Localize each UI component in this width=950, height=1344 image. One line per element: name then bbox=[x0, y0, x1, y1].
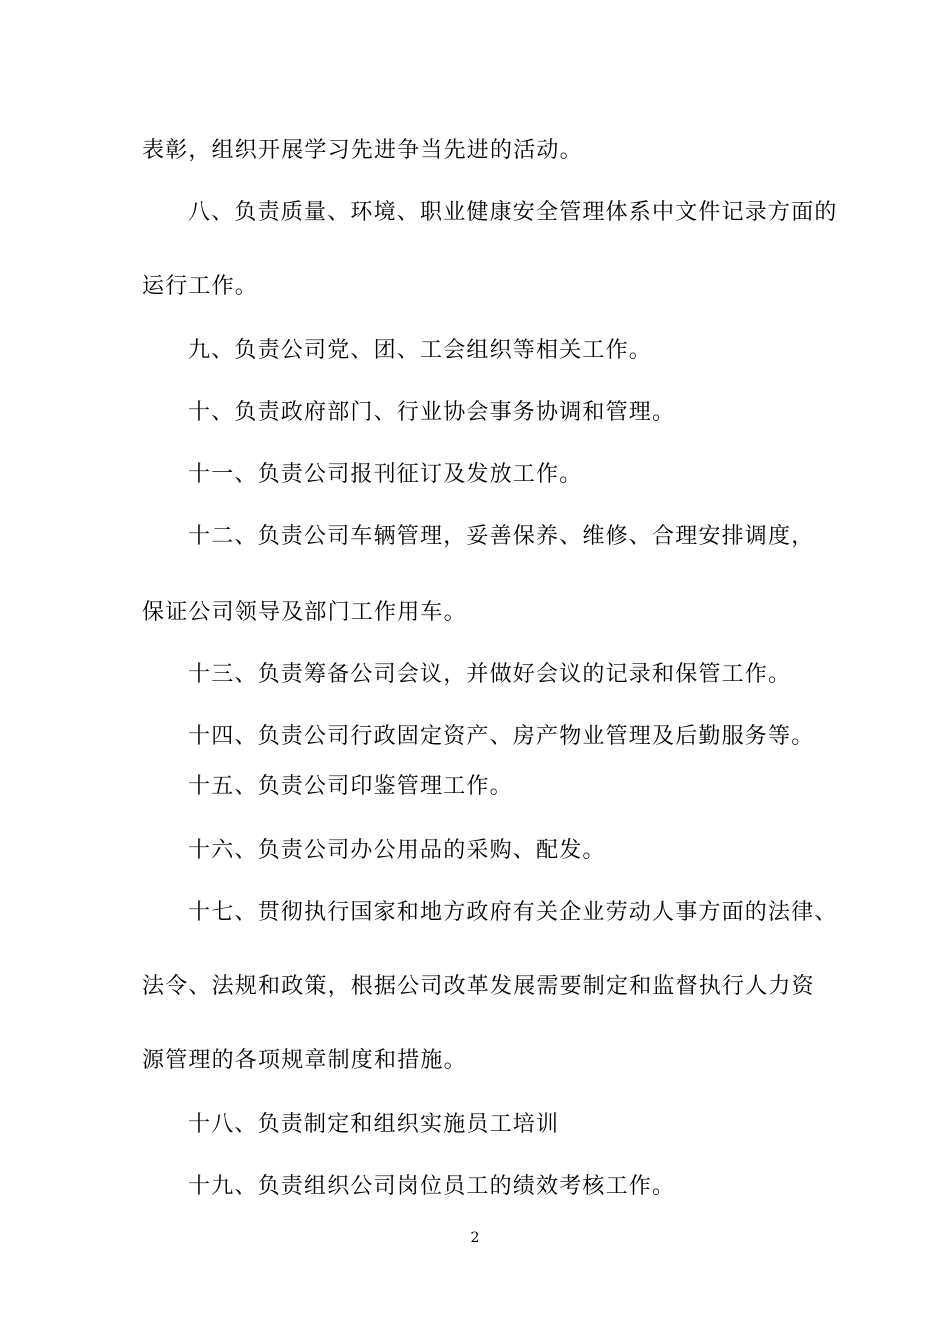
paragraph-line: 运行工作。 bbox=[142, 274, 259, 299]
paragraph-line: 十三、负责筹备公司会议，并做好会议的记录和保管工作。 bbox=[188, 662, 792, 687]
paragraph-line: 源管理的各项规章制度和措施。 bbox=[142, 1048, 467, 1073]
paragraph-line: 保证公司领导及部门工作用车。 bbox=[142, 600, 467, 625]
paragraph-line: 十九、负责组织公司岗位员工的绩效考核工作。 bbox=[188, 1174, 676, 1199]
page-number: 2 bbox=[470, 1230, 480, 1246]
paragraph-line: 表彰，组织开展学习先进争当先进的活动。 bbox=[142, 138, 583, 163]
paragraph-line: 法令、法规和政策，根据公司改革发展需要制定和监督执行人力资 bbox=[142, 974, 815, 999]
paragraph-line: 十八、负责制定和组织实施员工培训 bbox=[188, 1112, 560, 1137]
paragraph-line: 十七、贯彻执行国家和地方政府有关企业劳动人事方面的法律、 bbox=[188, 900, 838, 925]
paragraph-line: 十四、负责公司行政固定资产、房产物业管理及后勤服务等。 bbox=[188, 724, 815, 749]
paragraph-line: 八、负责质量、环境、职业健康安全管理体系中文件记录方面的 bbox=[188, 200, 838, 225]
paragraph-line: 十五、负责公司印鉴管理工作。 bbox=[188, 774, 513, 799]
paragraph-line: 九、负责公司党、团、工会组织等相关工作。 bbox=[188, 338, 653, 363]
paragraph-line: 十六、负责公司办公用品的采购、配发。 bbox=[188, 838, 606, 863]
paragraph-line: 十一、负责公司报刊征订及发放工作。 bbox=[188, 462, 583, 487]
paragraph-line: 十二、负责公司车辆管理，妥善保养、维修、合理安排调度， bbox=[188, 524, 815, 549]
paragraph-line: 十、负责政府部门、行业协会事务协调和管理。 bbox=[188, 400, 676, 425]
